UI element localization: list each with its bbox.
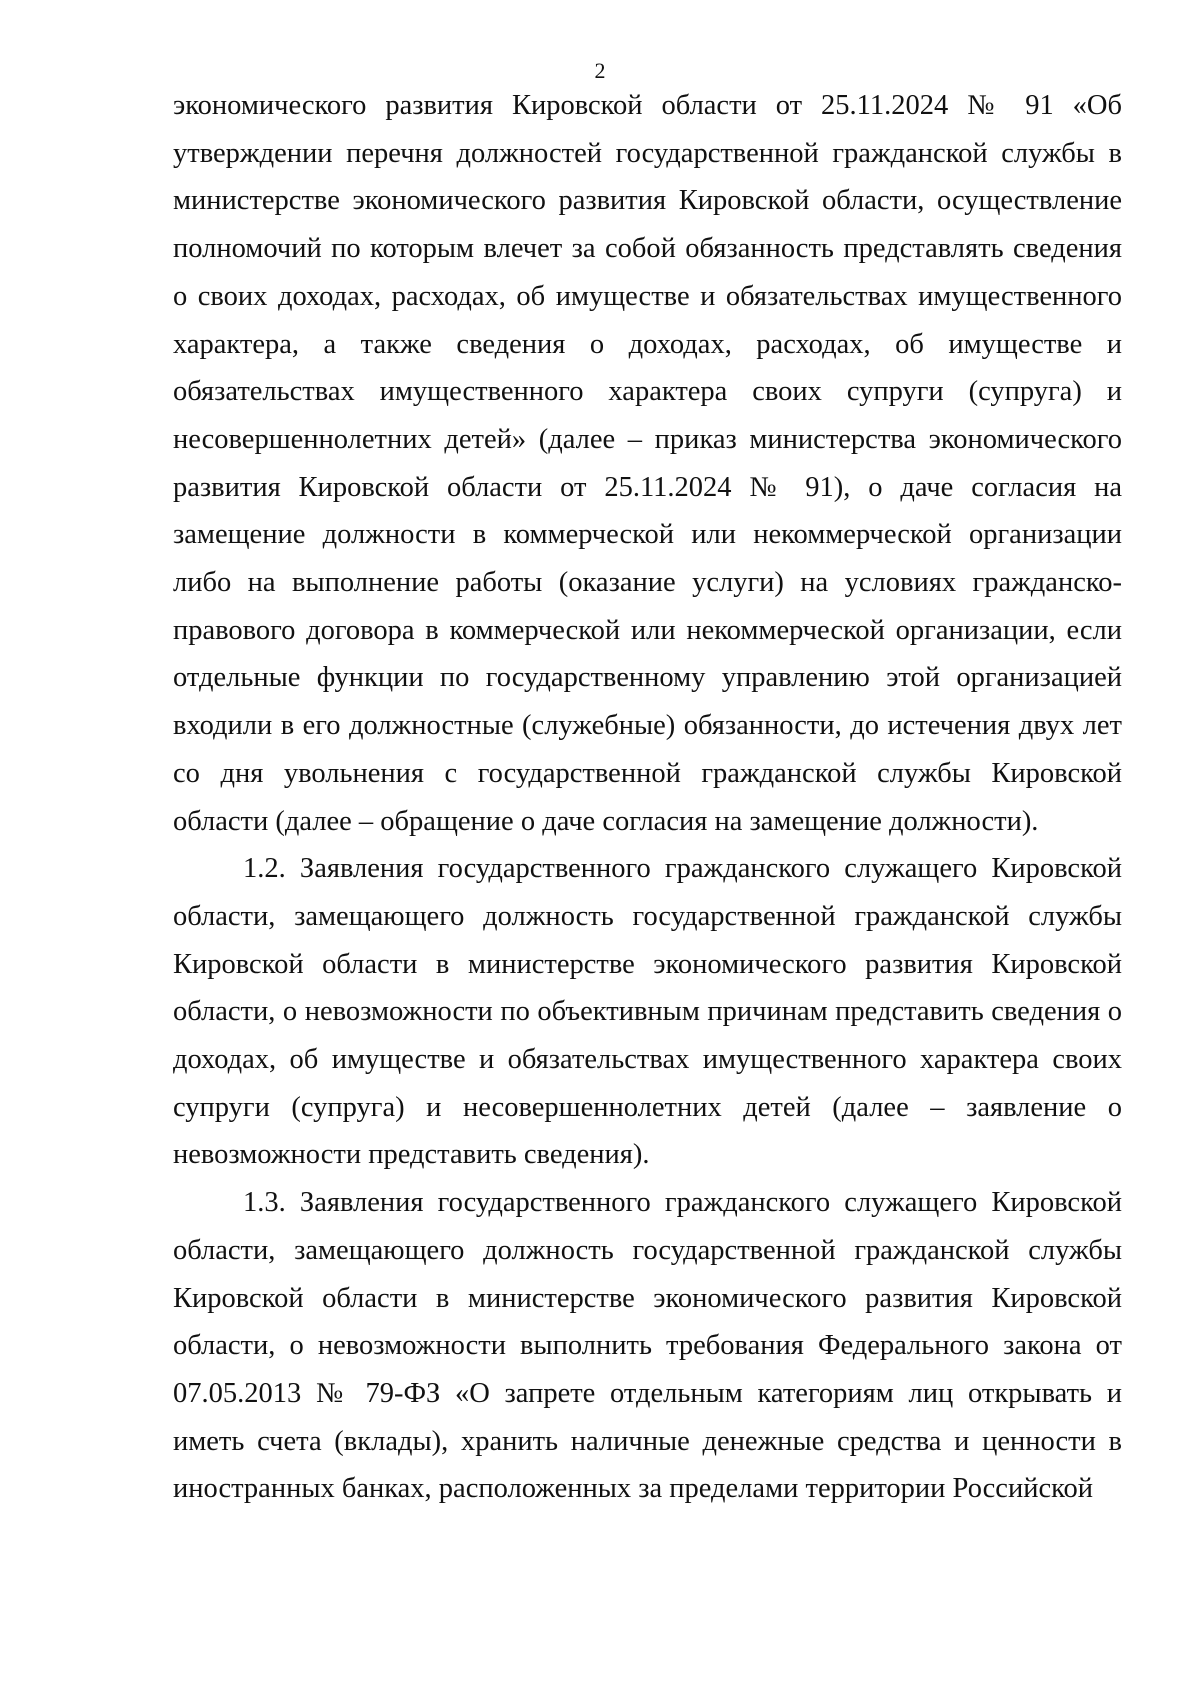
paragraph-continuation: экономического развития Кировской области от 25.11.2024 № 91 «Об утверждении перечня должностей государственной гражданской службы в министерстве экономического развития Кировской области, осуществление полномочий по которым влечет за собой обязанность представлять сведения о своих доходах, расходах, об имуществе и обязательствах имущественного характера, а также сведения о доходах, расходах, об имуществе и обязательствах имущественного характера своих супруги (супруга) и несовершеннолетних детей» (далее – приказ министерства экономического развития Кировской области от 25.11.2024 № 91), о даче согласия на замещение должности в коммерческой или некоммерческой организации либо на выполнение работы (оказание услуги) на условиях гражданско-правового договора в коммерческой или некоммерческой организации, если отдельные функции по государственному управлению этой организацией входили в его должностные (служебные) обязанности, до истечения двух лет со дня увольнения с государственной гражданской службы Кировской области (далее – обращение о даче согласия на замещение должности). xyxy=(173,90,1122,837)
document-body xyxy=(173,82,1122,1513)
page-number: 2 xyxy=(594,58,606,83)
paragraph-item-1-3: 1.3. Заявления государственного гражданского служащего Кировской области, замещающего должность государственной гражданской службы Кировской области в министерстве экономического развития Кировской области, о невозможности выполнить требования Федерального закона от 07.05.2013 № 79-ФЗ «О запрете отдельным категориям лиц открывать и иметь счета (вклады), хранить наличные денежные средства и ценности в иностранных банках, расположенных за пределами территории Российской xyxy=(173,1187,1122,1505)
paragraph-item-1-2: 1.2. Заявления государственного гражданского служащего Кировской области, замещающего должность государственной гражданской службы Кировской области в министерстве экономического развития Кировской области, о невозможности по объективным причинам представить сведения о доходах, об имуществе и обязательствах имущественного характера своих супруги (супруга) и несовершеннолетних детей (далее – заявление о невозможности представить сведения). xyxy=(173,853,1122,1171)
